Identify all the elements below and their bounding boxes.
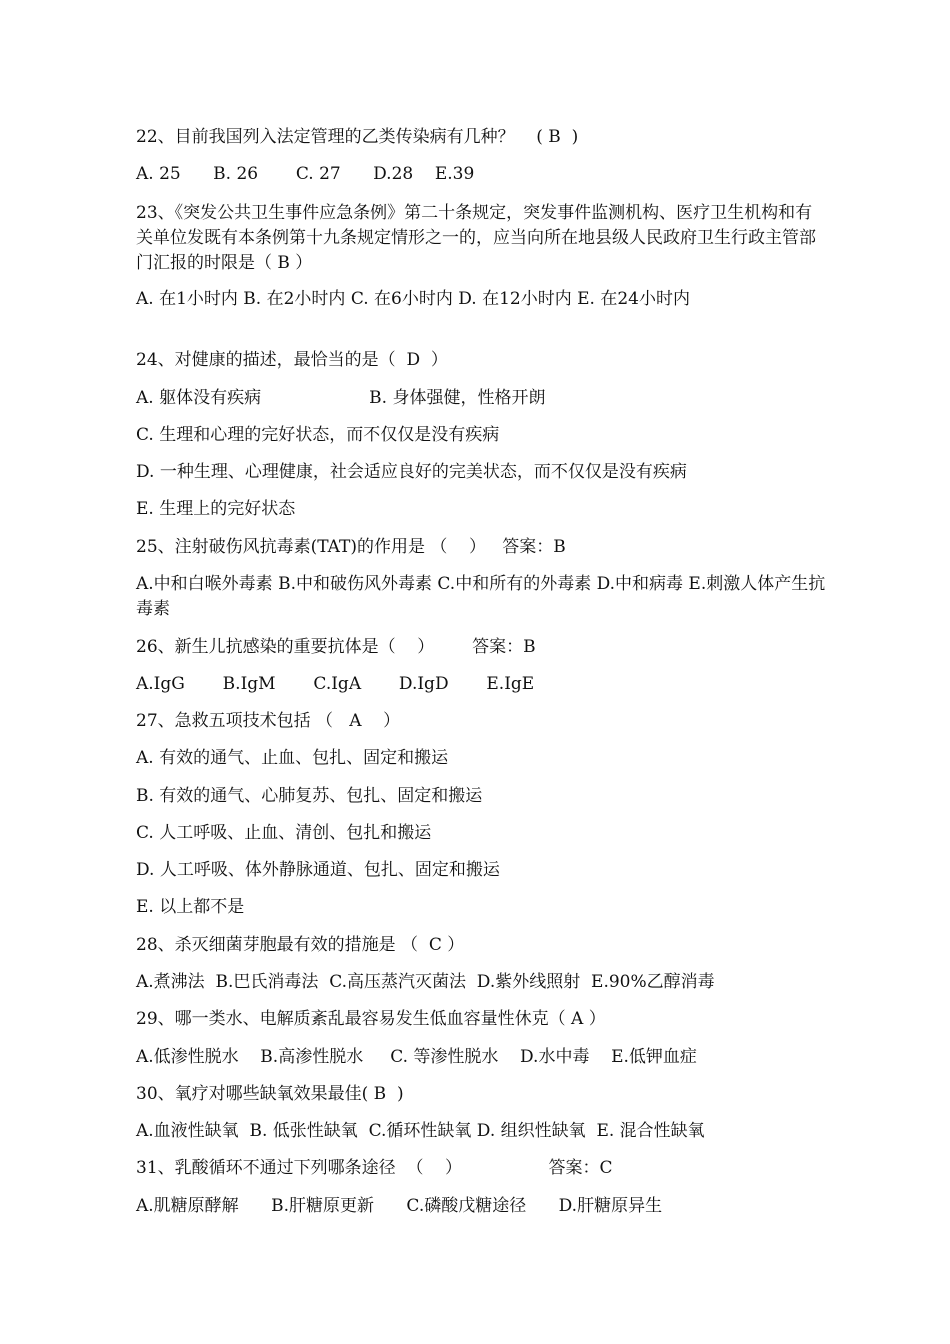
- question-23: 23、《突发公共卫生事件应急条例》第二十条规定，突发事件监测机构、医疗卫生机构和有关单位发既有本条例第十九条规定情形之一的，应当向所在地县级人民政府卫生行政主管部门汇报的时限是（ B ）: [136, 203, 816, 273]
- question-28: 28、杀灭细菌芽胞最有效的措施是 （ C ）: [136, 935, 465, 955]
- option-27-d: D. 人工呼吸、体外静脉通道、包扎、固定和搬运: [136, 860, 500, 880]
- options-25: A.中和白喉外毒素 B.中和破伤风外毒素 C.中和所有的外毒素 D.中和病毒 E.刺激人体产生抗毒素: [136, 574, 826, 619]
- option-24-d: D. 一种生理、心理健康，社会适应良好的完美状态，而不仅仅是没有疾病: [136, 462, 687, 482]
- option-27-b: B. 有效的通气、心肺复苏、包扎、固定和搬运: [136, 786, 483, 806]
- question-27: 27、急救五项技术包括 （ A ）: [136, 711, 401, 731]
- options-30: A.血液性缺氧 B. 低张性缺氧 C.循环性缺氧 D. 组织性缺氧 E. 混合性缺氧: [136, 1121, 705, 1141]
- question-22: 22、目前我国列入法定管理的乙类传染病有几种？ ( B ): [136, 127, 579, 147]
- question-31: 31、乳酸循环不通过下列哪条途径 （ ） 答案：C: [136, 1158, 613, 1178]
- option-24-e: E. 生理上的完好状态: [136, 499, 296, 519]
- options-29: A.低渗性脱水 B.高渗性脱水 C. 等渗性脱水 D.水中毒 E.低钾血症: [136, 1047, 697, 1067]
- option-27-e: E. 以上都不是: [136, 897, 245, 917]
- options-23: A. 在1小时内 B. 在2小时内 C. 在6小时内 D. 在12小时内 E. 在24小时内: [136, 289, 690, 309]
- question-30: 30、氧疗对哪些缺氧效果最佳( B ): [136, 1084, 404, 1104]
- question-26: 26、新生儿抗感染的重要抗体是（ ） 答案：B: [136, 637, 536, 657]
- options-26: A.IgG B.IgM C.IgA D.IgD E.IgE: [136, 674, 535, 694]
- question-24: 24、对健康的描述，最恰当的是（ D ）: [136, 350, 448, 370]
- option-24-c: C. 生理和心理的完好状态，而不仅仅是没有疾病: [136, 425, 500, 445]
- question-29: 29、哪一类水、电解质紊乱最容易发生低血容量性休克（ A ）: [136, 1009, 606, 1029]
- options-28: A.煮沸法 B.巴氏消毒法 C.高压蒸汽灭菌法 D.紫外线照射 E.90%乙醇消毒: [136, 972, 715, 992]
- options-22: A. 25 B. 26 C. 27 D.28 E.39: [136, 164, 475, 184]
- question-25: 25、注射破伤风抗毒素(TAT)的作用是 （ ） 答案：B: [136, 537, 566, 557]
- option-24-ab: A. 躯体没有疾病 B. 身体强健，性格开朗: [136, 388, 546, 408]
- options-31: A.肌糖原酵解 B.肝糖原更新 C.磷酸戊糖途径 D.肝糖原异生: [136, 1196, 663, 1216]
- option-27-c: C. 人工呼吸、止血、清创、包扎和搬运: [136, 823, 432, 843]
- option-27-a: A. 有效的通气、止血、包扎、固定和搬运: [136, 748, 449, 768]
